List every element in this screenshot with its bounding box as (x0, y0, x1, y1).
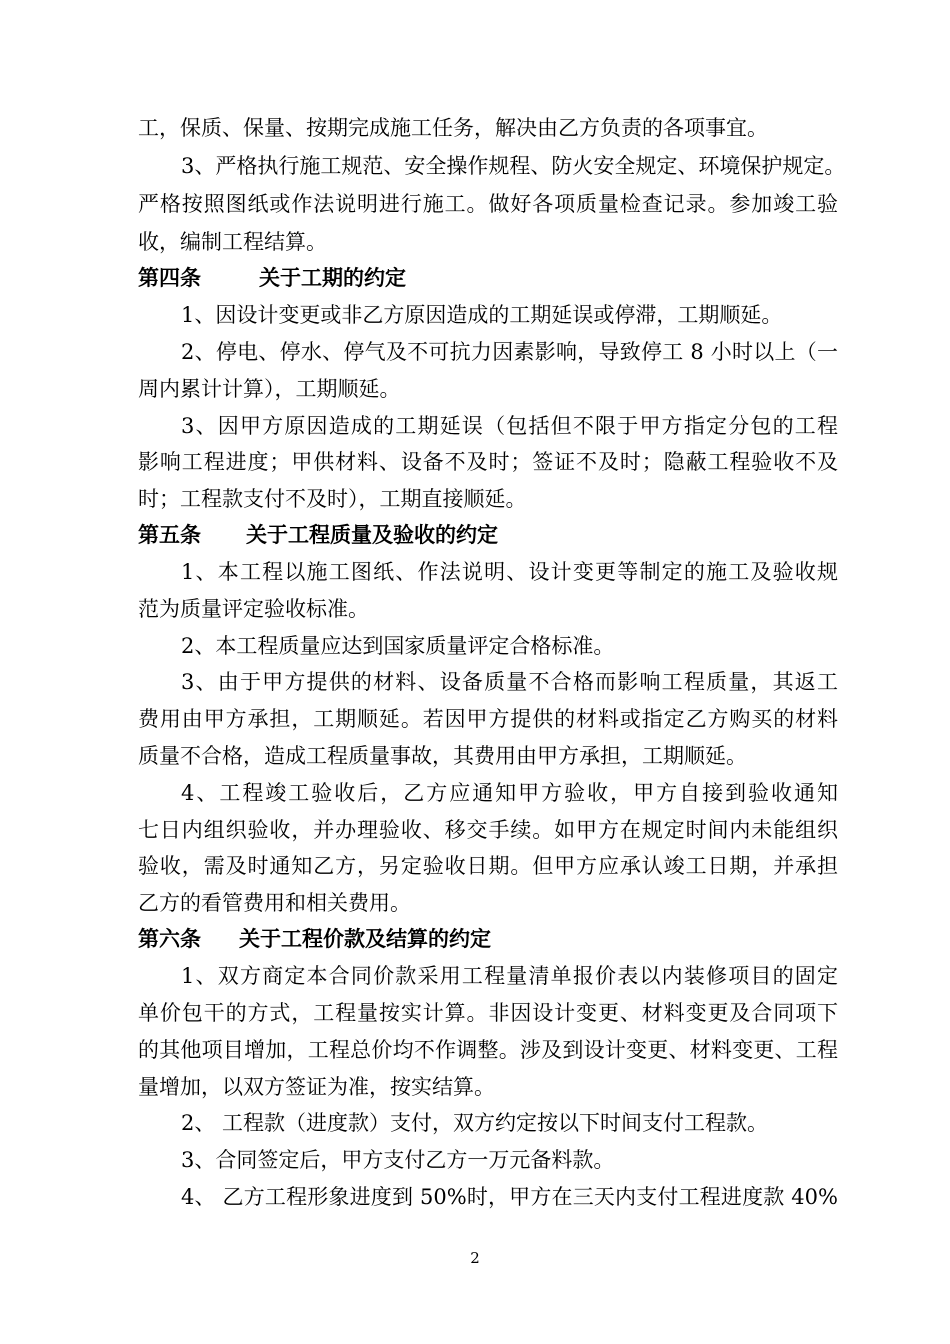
section-heading-6 (138, 924, 838, 954)
section-number: 第五条 (138, 522, 201, 547)
paragraph-line: 费用由甲方承担，工期顺延。若因甲方提供的材料或指定乙方购买的材料 (138, 707, 838, 731)
paragraph-line: 2、本工程质量应达到国家质量评定合格标准。 (181, 634, 615, 658)
paragraph-line: 3、因甲方原因造成的工期延误（包括但不限于甲方指定分包的工程 (181, 414, 838, 438)
paragraph-line: 收，编制工程结算。 (138, 230, 327, 254)
section-title: 关于工期的约定 (259, 265, 406, 290)
paragraph-line: 2、 工程款（进度款）支付，双方约定按以下时间支付工程款。 (181, 1111, 769, 1135)
section-title: 关于工程价款及结算的约定 (239, 926, 491, 951)
paragraph-line: 1、因设计变更或非乙方原因造成的工期延误或停滞，工期顺延。 (181, 303, 783, 327)
section-heading-4 (138, 263, 838, 293)
paragraph-line: 1、本工程以施工图纸、作法说明、设计变更等制定的施工及验收规 (181, 560, 838, 584)
section-heading-5 (138, 520, 838, 550)
paragraph-line: 严格按照图纸或作法说明进行施工。做好各项质量检查记录。参加竣工验 (138, 192, 838, 216)
paragraph-line: 3、由于甲方提供的材料、设备质量不合格而影响工程质量，其返工 (181, 670, 838, 694)
paragraph-line: 1、双方商定本合同价款采用工程量清单报价表以内装修项目的固定 (181, 964, 838, 988)
paragraph-line: 2、停电、停水、停气及不可抗力因素影响，导致停工 8 小时以上（一 (181, 340, 838, 364)
paragraph-line: 质量不合格，造成工程质量事故，其费用由甲方承担，工期顺延。 (138, 744, 747, 768)
paragraph-line: 影响工程进度；甲供材料、设备不及时；签证不及时；隐蔽工程验收不及 (138, 450, 838, 474)
paragraph-line: 4、 乙方工程形象进度到 50%时，甲方在三天内支付工程进度款 40% (181, 1185, 838, 1209)
paragraph-line: 的其他项目增加，工程总价均不作调整。涉及到设计变更、材料变更、工程 (138, 1038, 838, 1062)
paragraph-line: 3、严格执行施工规范、安全操作规程、防火安全规定、环境保护规定。 (181, 154, 846, 178)
paragraph-line: 4、工程竣工验收后，乙方应通知甲方验收，甲方自接到验收通知 (181, 781, 838, 805)
paragraph-line: 量增加，以双方签证为准，按实结算。 (138, 1075, 495, 1099)
section-number: 第六条 (138, 926, 201, 951)
paragraph-line: 时；工程款支付不及时），工期直接顺延。 (138, 487, 527, 511)
paragraph-line: 验收，需及时通知乙方，另定验收日期。但甲方应承认竣工日期，并承担 (138, 854, 838, 878)
paragraph-line: 周内累计计算），工期顺延。 (138, 377, 401, 401)
paragraph-line: 范为质量评定验收标准。 (138, 597, 369, 621)
paragraph-line: 乙方的看管费用和相关费用。 (138, 891, 411, 915)
page-number: 2 (470, 1249, 480, 1267)
section-number: 第四条 (138, 265, 201, 290)
paragraph-line: 七日内组织验收，并办理验收、移交手续。如甲方在规定时间内未能组织 (138, 818, 838, 842)
section-title: 关于工程质量及验收的约定 (246, 522, 498, 547)
paragraph-line: 工，保质、保量、按期完成施工任务，解决由乙方负责的各项事宜。 (138, 116, 768, 140)
paragraph-line: 单价包干的方式，工程量按实计算。非因设计变更、材料变更及合同项下 (138, 1001, 838, 1025)
paragraph-line: 3、合同签定后，甲方支付乙方一万元备料款。 (181, 1148, 615, 1172)
